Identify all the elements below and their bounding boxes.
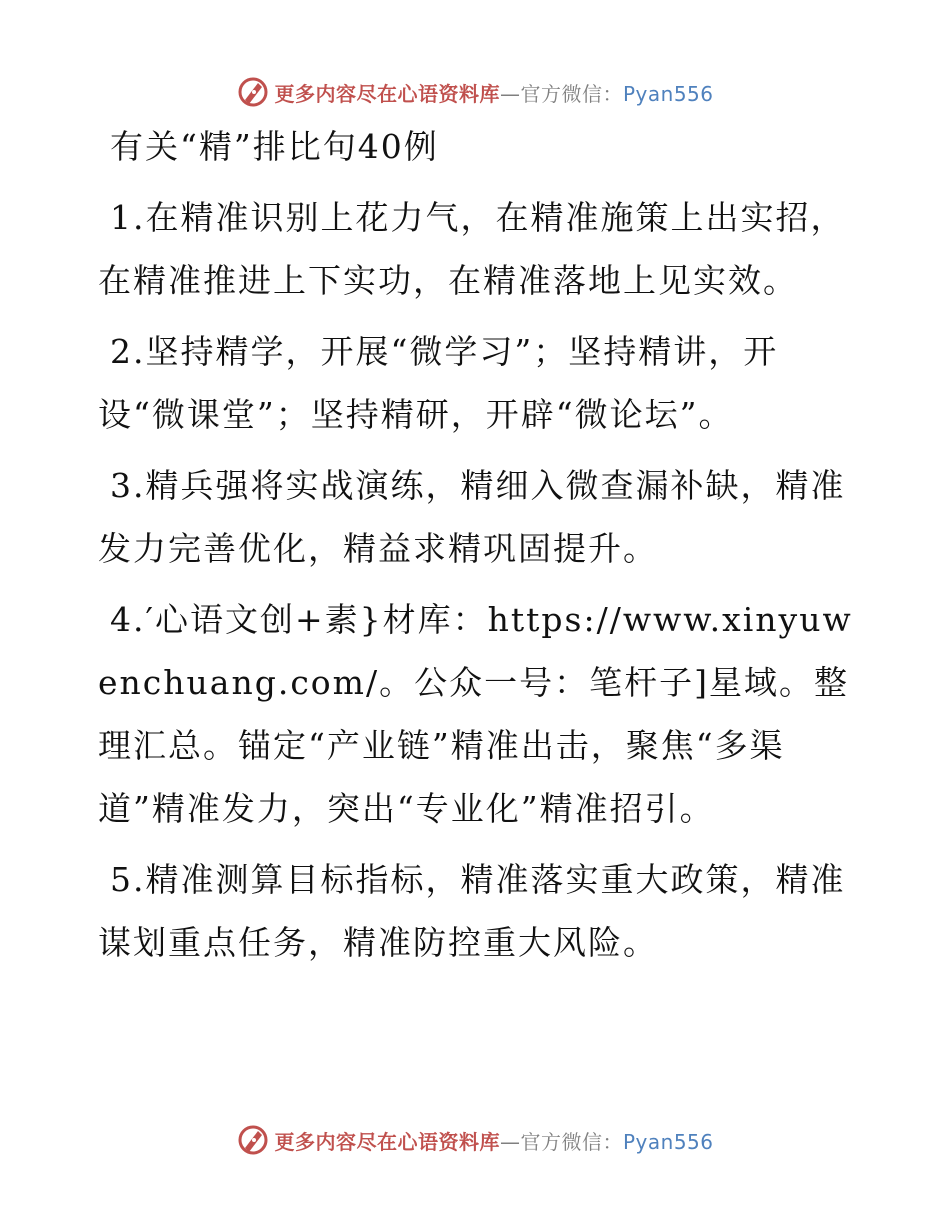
pen-nib-circle-icon — [236, 75, 270, 109]
watermark-wechat-id: Pyan556 — [622, 1129, 714, 1154]
list-item: 3.精兵强将实战演练，精细入微查漏补缺，精准发力完善优化，精益求精巩固提升。 — [98, 466, 846, 568]
list-item: 1.在精准识别上花力气，在精准施策上出实招，在精准推进上下实功，在精准落地上见实效。 — [98, 198, 846, 300]
list-item: 4.′心语文创+素}材库：https://www.xinyuwenchuang.com/。公众一号：笔杆子]星域。整理汇总。锚定“产业链”精准出击，聚焦“多渠道”精准发力，突出“专业化”精准招引。 — [98, 600, 853, 828]
list-item: 5.精准测算目标指标，精准落实重大政策，精准谋划重点任务，精准防控重大风险。 — [98, 860, 846, 962]
watermark-dash: — — [499, 1129, 521, 1154]
pen-nib-circle-icon — [236, 1123, 270, 1157]
watermark-wechat-label: 官方微信： — [520, 1129, 623, 1154]
document-title: 有关“精”排比句40例 — [110, 127, 439, 166]
header-watermark — [0, 72, 950, 112]
document-body — [98, 122, 858, 982]
list-item: 2.坚持精学，开展“微学习”；坚持精讲，开设“微课堂”；坚持精研，开辟“微论坛”。 — [98, 332, 779, 434]
watermark-slogan: 更多内容尽在心语资料库 — [274, 1129, 500, 1154]
watermark-wechat-id: Pyan556 — [622, 81, 714, 106]
watermark-dash: — — [499, 81, 521, 106]
watermark-wechat-label: 官方微信： — [520, 81, 623, 106]
watermark-slogan: 更多内容尽在心语资料库 — [274, 81, 500, 106]
footer-watermark — [0, 1120, 950, 1160]
